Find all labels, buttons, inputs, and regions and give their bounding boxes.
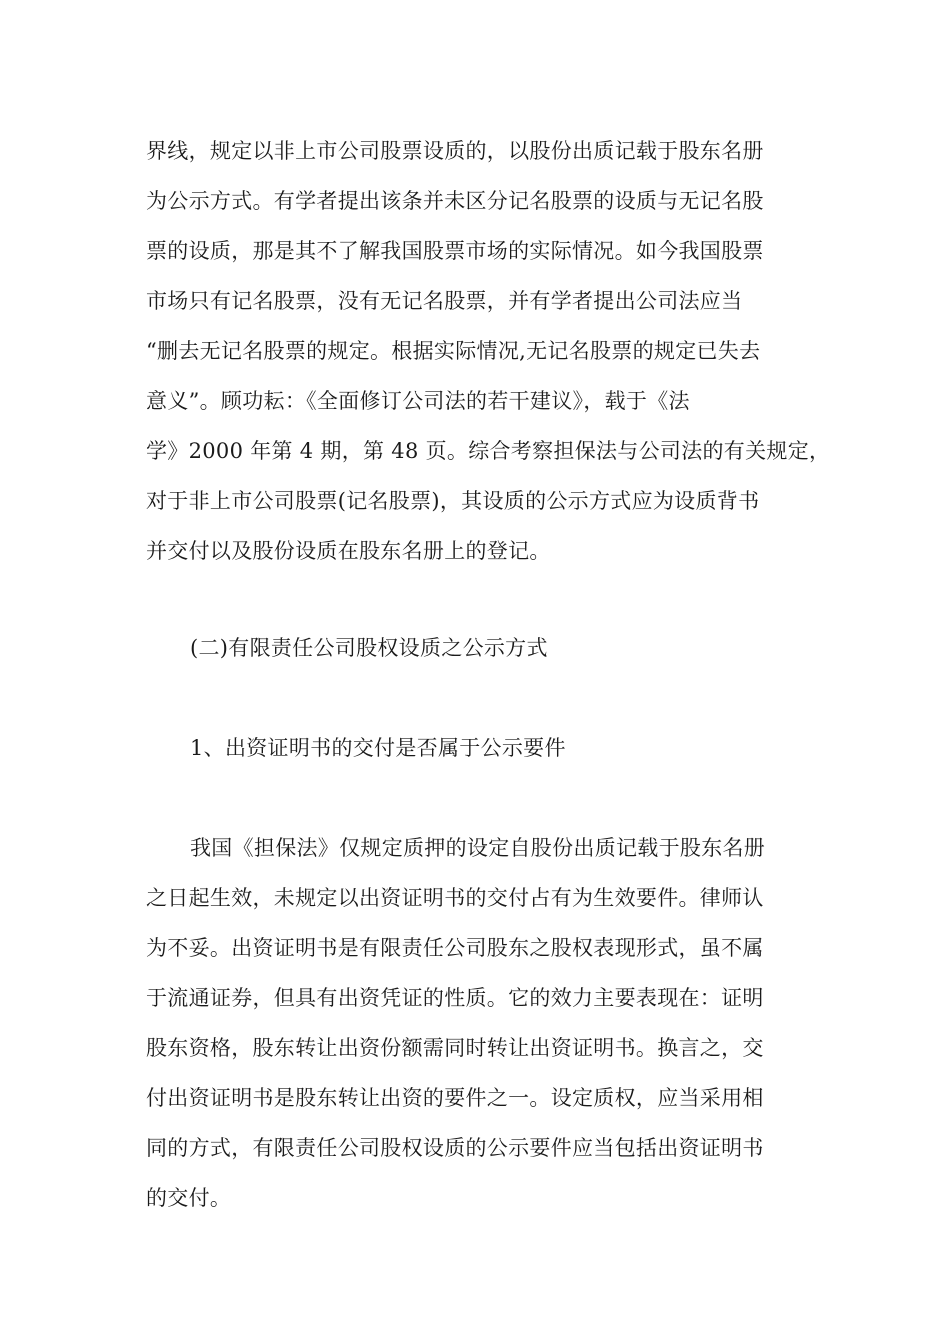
paragraph-line: 为公示方式。有学者提出该条并未区分记名股票的设质与无记名股 xyxy=(146,189,764,213)
paragraph-line: 之日起生效，未规定以出资证明书的交付占有为生效要件。律师认 xyxy=(146,886,764,910)
paragraph-line: 意义”。顾功耘：《全面修订公司法的若干建议》，载于《法 xyxy=(146,389,690,413)
paragraph-line: 学》2000 年第 4 期，第 48 页。综合考察担保法与公司法的有关规定， xyxy=(146,439,831,463)
paragraph-line: 界线，规定以非上市公司股票设质的，以股份出质记载于股东名册 xyxy=(146,139,764,163)
paragraph-line: 股东资格，股东转让出资份额需同时转让出资证明书。换言之，交 xyxy=(146,1036,764,1060)
paragraph-line: 的交付。 xyxy=(146,1186,232,1210)
section-heading: (二)有限责任公司股权设质之公示方式 xyxy=(190,636,548,660)
paragraph-line: 市场只有记名股票，没有无记名股票，并有学者提出公司法应当 xyxy=(146,289,743,313)
paragraph-line: 为不妥。出资证明书是有限责任公司股东之股权表现形式，虽不属 xyxy=(146,936,764,960)
paragraph-line: 我国《担保法》仅规定质押的设定自股份出质记载于股东名册 xyxy=(190,836,766,860)
paragraph-line: 对于非上市公司股票(记名股票)，其设质的公示方式应为设质背书 xyxy=(146,489,760,513)
paragraph-line: 并交付以及股份设质在股东名册上的登记。 xyxy=(146,539,551,563)
item-heading: 1、出资证明书的交付是否属于公示要件 xyxy=(190,736,566,760)
paragraph-line: 票的设质，那是其不了解我国股票市场的实际情况。如今我国股票 xyxy=(146,239,764,263)
paragraph-line: 同的方式，有限责任公司股权设质的公示要件应当包括出资证明书 xyxy=(146,1136,764,1160)
paragraph-line: “删去无记名股票的规定。根据实际情况,无记名股票的规定已失去 xyxy=(146,339,761,363)
paragraph-line: 于流通证券，但具有出资凭证的性质。它的效力主要表现在：证明 xyxy=(146,986,764,1010)
paragraph-line: 付出资证明书是股东转让出资的要件之一。设定质权，应当采用相 xyxy=(146,1086,764,1110)
